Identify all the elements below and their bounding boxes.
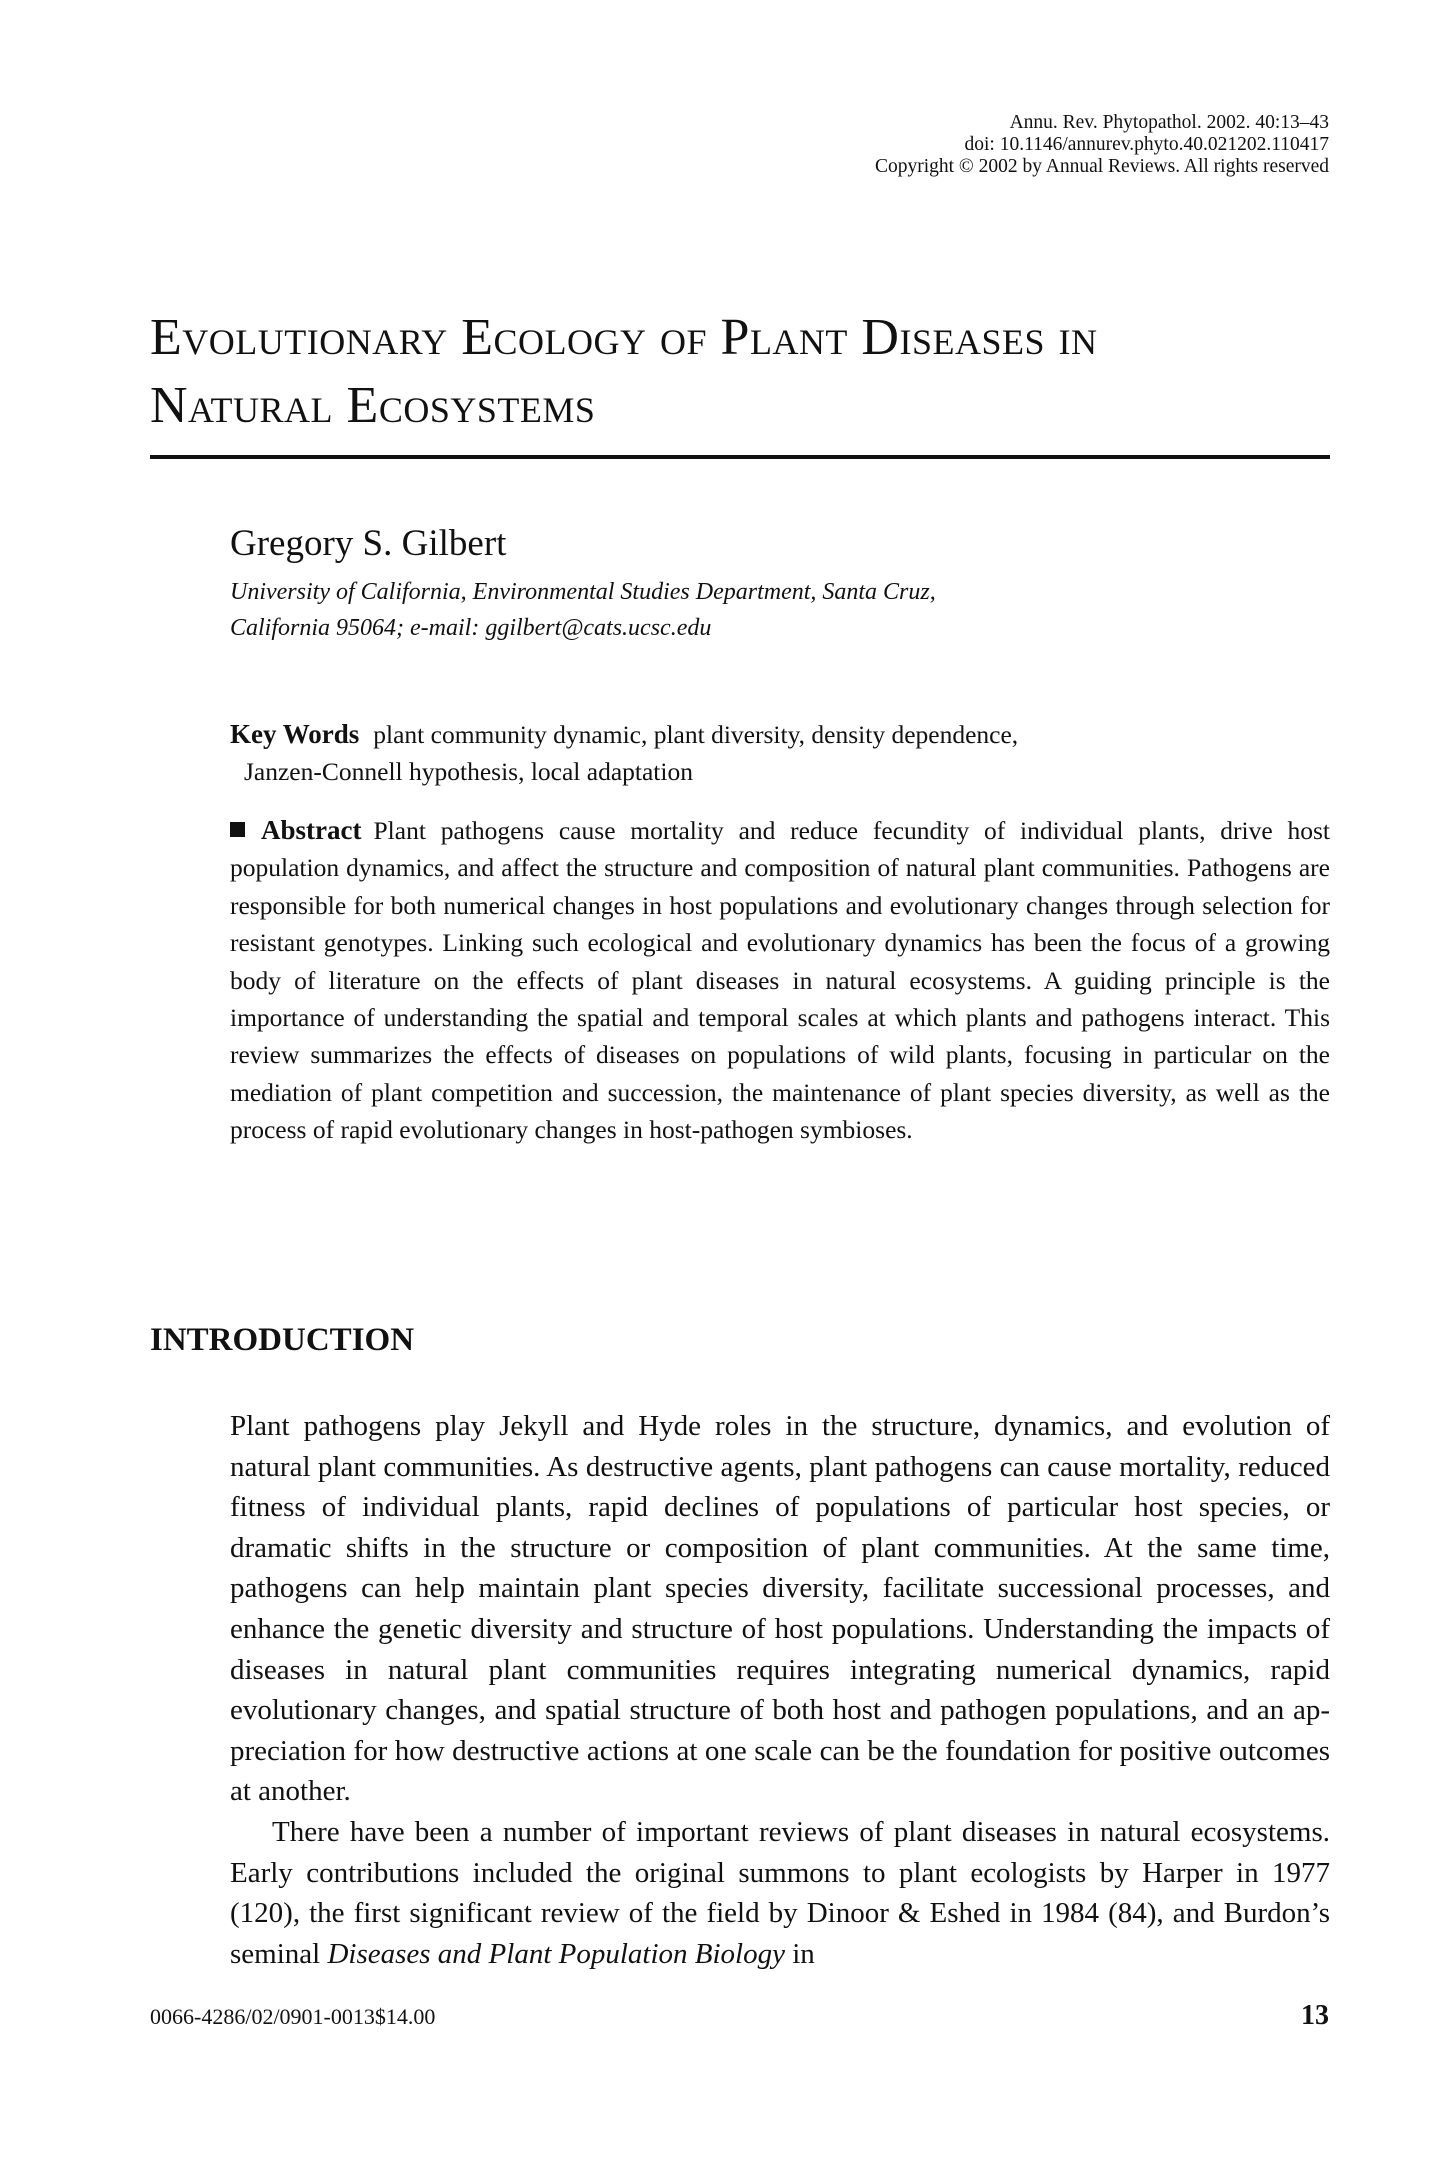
title-line-2: Natural Ecosystems xyxy=(150,377,596,434)
paragraph-2-tail: in xyxy=(784,1937,815,1970)
article-title xyxy=(150,304,1330,440)
author-name: Gregory S. Gilbert xyxy=(230,523,507,564)
title-rule xyxy=(150,455,1330,459)
section-heading: INTRODUCTION xyxy=(150,1322,415,1358)
affiliation-line-2: California 95064; e-mail: ggilbert@cats.ucsc.edu xyxy=(230,615,712,641)
paragraph-2-text: There have been a number of important reviews of plant diseases in natural ecosystems. Early contributions included the original summons to plant ecologists by Harper in 1977 (120), the first significant review of the field by Dinoor & Eshed in 1984 (84), and Burdon’s seminal xyxy=(230,1815,1330,1970)
author-affiliation xyxy=(230,574,936,646)
page-number: 13 xyxy=(1301,2000,1329,2031)
copyright-line: Copyright © 2002 by Annual Reviews. All rights reserved xyxy=(874,156,1329,177)
footer-code: 0066-4286/02/0901-0013$14.00 xyxy=(150,2004,436,2029)
abstract-label: Abstract xyxy=(261,815,362,845)
book-title: Diseases and Plant Population Biology xyxy=(327,1937,785,1970)
introduction-body xyxy=(230,1406,1330,1974)
title-line-1: Evolutionary Ecology of Plant Diseases in xyxy=(150,309,1098,366)
abstract-block xyxy=(230,812,1330,1149)
keywords-line-2: Janzen-Connell hypothesis, local adaptation xyxy=(244,757,693,786)
abstract-text: Plant pathogens cause mortality and reduce fecundity of individual plants, drive host population dynamics, and affect the structure and composition of natural plant communities. Pathogens are responsible for both numerical changes in host populations and evolutionary changes through selection for resistant genotypes. Linking such ecological and evolutionary dynamics has been the focus of a growing body of literature on the effects of plant diseases in natural ecosystems. A guiding principle is the importance of understanding the spatial and temporal scales at which plants and pathogens interact. This review summarizes the effects of diseases on populations of wild plants, focusing in particular on the mediation of plant competition and succession, the maintenance of plant species diversity, as well as the process of rapid evolutionary changes in host-pathogen symbioses. xyxy=(230,816,1330,1145)
citation-line: Annu. Rev. Phytopathol. 2002. 40:13–43 xyxy=(1009,112,1329,133)
keywords-label: Key Words xyxy=(230,719,360,749)
keywords-block xyxy=(230,716,1330,790)
square-bullet-icon xyxy=(230,822,245,837)
journal-header xyxy=(875,112,1329,178)
intro-paragraph-2 xyxy=(230,1812,1330,1974)
intro-paragraph-1: Plant pathogens play Jekyll and Hyde roles in the structure, dynamics, and evolution of natural plant communities. As destructive agents, plant pathogens can cause mortality, reduced fitness of individual plants, rapid declines of populations of particular host species, or dramatic shifts in the structure or composition of plant communities. At the same time, pathogens can help maintain plant species diversity, facilitate successional processes, and enhance the genetic diversity and structure of host populations. Understanding the impacts of diseases in natural plant communities requires integrating numerical dynamics, rapid evolutionary changes, and spatial structure of both host and pathogen populations, and an appreciation for how destructive actions at one scale can be the foundation for positive outcomes at another. xyxy=(230,1410,1330,1808)
affiliation-line-1: University of California, Environmental Studies Department, Santa Cruz, xyxy=(230,579,936,605)
doi-line: doi: 10.1146/annurev.phyto.40.021202.110417 xyxy=(964,134,1329,155)
keywords-line-1: plant community dynamic, plant diversity, density dependence, xyxy=(373,720,1019,749)
